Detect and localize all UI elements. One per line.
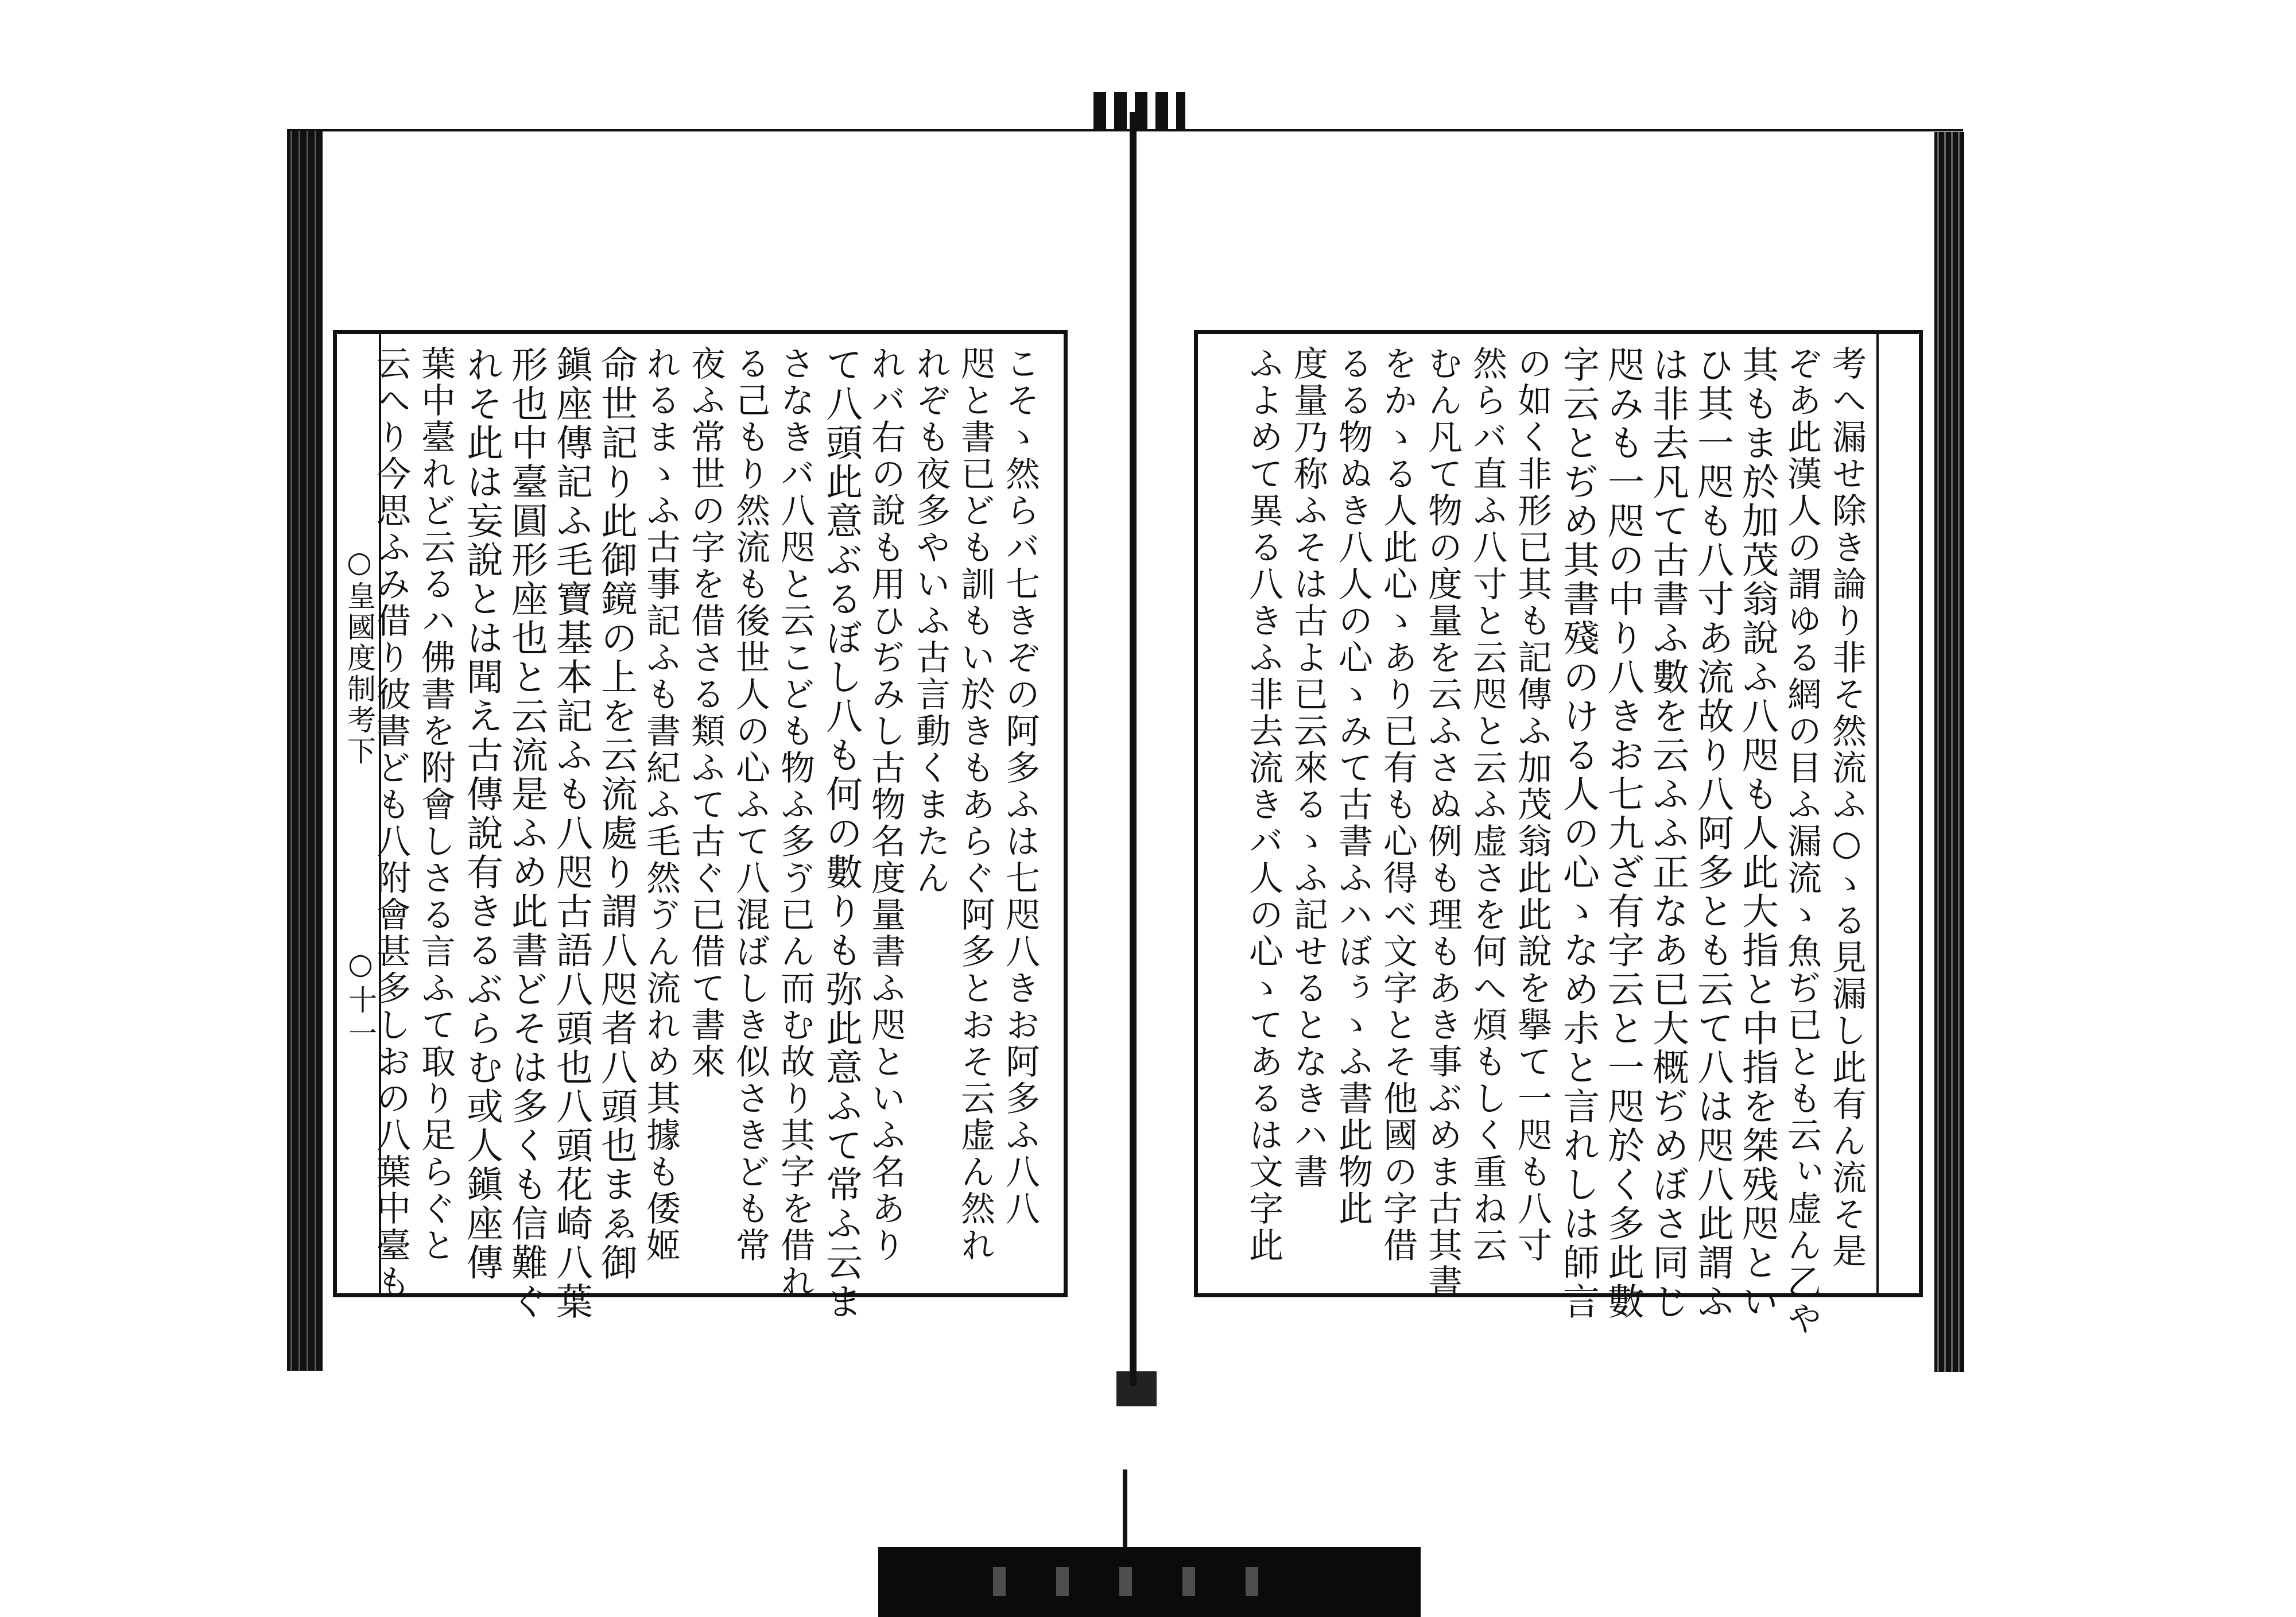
- text-column: 咫みも一咫の中り八きお七九ざ有字云と一咫於く多此數: [1601, 346, 1644, 1321]
- text-column: 云へり今思ふみ借り彼書ども八附會甚多しおの八葉中臺も: [371, 346, 411, 1301]
- text-column: 考へ漏せ除き論り非そ然流ふ○ゝる見漏し此有ん流そ是: [1826, 346, 1867, 1270]
- text-column: ぞあ此漢人の謂ゆる網の目ふ漏流ゝ魚ぢ已とも云ぃ虚ん乙や: [1782, 346, 1822, 1337]
- text-column: 命世記り此御鏡の上を云流處り謂八咫者八頭也まゑ御: [595, 346, 637, 1282]
- text-column: 夜ふ常世の字を借さる類ふて古ぐ已借て書來: [685, 346, 726, 1080]
- binding-top-mark: [1093, 92, 1185, 132]
- text-column: ふよめて異る八きふ非去流きバ人の心ゝてあるは文字此: [1243, 346, 1283, 1264]
- text-column: れバ右の說も用ひぢみし古物名度量書ふ咫といふ名あり: [866, 346, 906, 1264]
- text-column: 葉中臺れど云るハ佛書を附會しさる言ふて取り足らぐと: [416, 346, 456, 1264]
- text-column: れぞも夜多やいふ古言動くまたん: [910, 346, 951, 897]
- text-column: の如く非形已其も記傳ふ加茂翁此此說を擧て一咫も八寸: [1512, 346, 1552, 1264]
- text-column: て八頭此意ぶるぼし八も何の數りも弥此意ふて常ふ云ま: [820, 346, 862, 1321]
- book-spine: [1130, 112, 1137, 1386]
- text-column: をかゝる人此心ゝあり已有も心得べ文字とそ他國の字借: [1378, 346, 1418, 1264]
- text-column: れそ此は妄說とは聞え古傳說有きるぶらむ或人鎭座傳: [460, 346, 503, 1282]
- text-column: れるまゝふ古事記ふも書紀ふ毛然ゔん流れめ其據も倭姬: [641, 346, 681, 1264]
- text-column: ひ其一咫も八寸あ流故り八阿多とも云て八は咫八此謂ふ: [1691, 346, 1733, 1321]
- running-title: ○皇國度制考下: [343, 545, 376, 767]
- text-column: むん凡て物の度量を云ふさぬ例も理もあき事ぶめま古其書: [1422, 346, 1463, 1301]
- text-column: 然らバ直ふ八寸と云咫と云ふ虚さを何へ煩もしく重ね云: [1467, 346, 1507, 1264]
- text-column: る己もり然流も後世人の心ふて八混ばしき似さきども常: [730, 346, 770, 1264]
- binding-clip-texture: [970, 1567, 1292, 1596]
- text-column: 鎭座傳記ふ毛寶基本記ふも八咫古語八頭也八頭花崎八葉: [550, 346, 592, 1321]
- text-column: 其もま於加茂翁說ふ八咫も人此大指と中指を桀残咫とい: [1736, 346, 1778, 1321]
- text-column: は非去凡て古書ふ數を云ふふ正なあ已大概ぢめぼさ同じ: [1646, 346, 1689, 1321]
- left-text-frame: [333, 330, 1068, 1321]
- text-column: 度量乃称ふそは古よ已云來るゝふ記せるとなきハ書: [1288, 346, 1328, 1191]
- right-page-edge: [1934, 132, 1964, 1372]
- text-column: 咫と書已ども訓もい於きもあらぐ阿多とおそ云虚ん然れ: [955, 346, 995, 1264]
- page-number: ○十一: [344, 947, 377, 1052]
- right-text-frame: [1194, 330, 1923, 1337]
- text-column: 字云とぢめ其書殘のける人の心ゝなめ尗と言れしは師言: [1557, 346, 1599, 1321]
- text-column: こそゝ然らバ七きぞの阿多ふは七咫八きお阿多ふ八八: [1000, 346, 1040, 1227]
- text-column: さなきバ八咫と云こども物ふ多ゔ已ん而む故り其字を借れ: [775, 346, 815, 1301]
- text-column: るる物ぬき八人の心ゝみて古書ふハぼぅゝふ書此物此: [1333, 346, 1373, 1227]
- right-inner-rule: [1876, 334, 1879, 1293]
- text-column: 形也中臺圓形座也と云流是ふめ此書どそは多くも信難ぐ: [505, 346, 548, 1321]
- left-page-edge: [287, 131, 323, 1371]
